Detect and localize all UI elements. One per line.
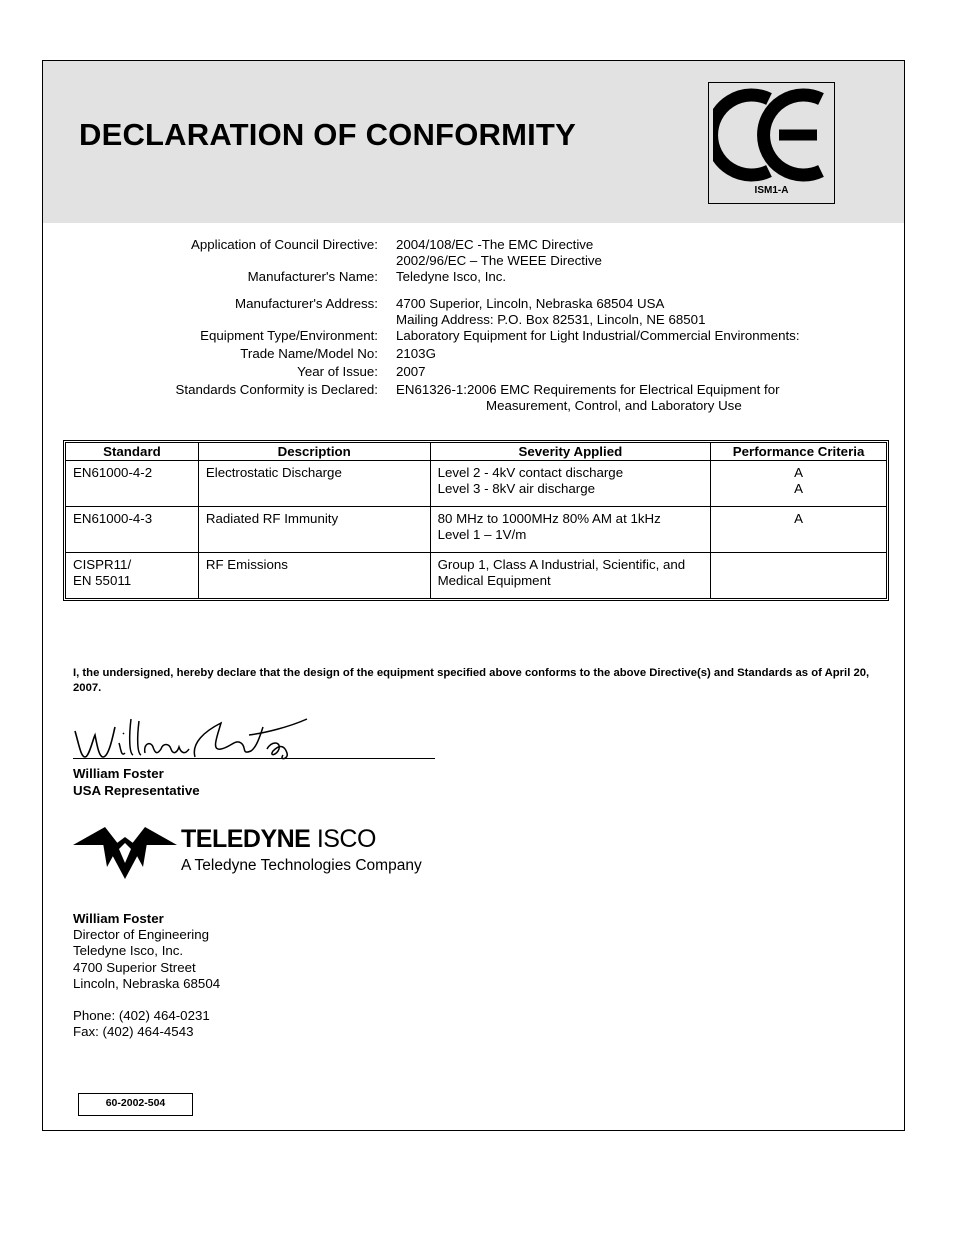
contact-block (73, 911, 220, 1040)
contact-line: Lincoln, Nebraska 68504 (73, 975, 221, 991)
info-value: 2103G (396, 346, 436, 361)
info-value: Measurement, Control, and Laboratory Use (486, 398, 742, 413)
column-header: Severity Applied (430, 443, 711, 461)
table-row (66, 507, 887, 553)
signer-name: William Foster (73, 766, 164, 781)
cell-line: EN61000-4-3 (73, 511, 153, 526)
contact-line: 4700 Superior Street (73, 959, 196, 975)
document-frame (42, 60, 905, 1131)
logo-name-light: ISCO (316, 825, 376, 853)
info-label: Manufacturer's Name: (247, 269, 378, 284)
info-value: Laboratory Equipment for Light Industrial/Commercial Environments: (396, 328, 800, 343)
cell-line: EN61000-4-2 (73, 465, 153, 480)
info-value: Teledyne Isco, Inc. (396, 269, 507, 284)
contact-phone: Phone: (402) 464-0231 (73, 1008, 210, 1024)
criteria-cell (711, 507, 887, 553)
severity-cell (430, 507, 711, 553)
cell-line: Medical Equipment (437, 573, 551, 588)
cell-line: Level 3 - 8kV air discharge (437, 481, 596, 496)
info-label: Equipment Type/Environment: (200, 328, 378, 343)
description-cell: RF Emissions (198, 553, 430, 599)
contact-line: Director of Engineering (73, 927, 209, 943)
handwritten-signature-icon (71, 713, 311, 763)
signature-line (73, 758, 435, 759)
contact-name: William Foster (73, 911, 164, 926)
cell-line: A (794, 481, 804, 496)
criteria-cell (711, 553, 887, 599)
info-label: Year of Issue: (297, 364, 378, 379)
ce-mark-box (708, 82, 835, 204)
severity-cell (430, 461, 711, 507)
cell-line: EN 55011 (73, 573, 132, 588)
column-header: Standard (66, 443, 199, 461)
info-value: 2004/108/EC -The EMC Directive (396, 237, 594, 252)
info-value: 2007 (396, 364, 426, 379)
logo-name-bold: TELEDYNE (181, 825, 311, 853)
signer-title: USA Representative (73, 783, 200, 798)
company-logo-text (181, 825, 376, 854)
standard-cell (66, 553, 199, 599)
cell-line: A (794, 511, 804, 526)
info-label: Trade Name/Model No: (240, 346, 378, 361)
table-header-row (66, 443, 887, 461)
cell-line: Group 1, Class A Industrial, Scientific, and (437, 557, 686, 572)
document-number: 60-2002-504 (78, 1093, 193, 1116)
column-header: Performance Criteria (711, 443, 887, 461)
teledyne-logo (73, 823, 422, 884)
info-value: Mailing Address: P.O. Box 82531, Lincoln, NE 68501 (396, 312, 706, 327)
contact-line: Teledyne Isco, Inc. (73, 943, 184, 959)
logo-tagline: A Teledyne Technologies Company (181, 857, 422, 874)
description-cell: Radiated RF Immunity (198, 507, 430, 553)
standard-cell (66, 461, 199, 507)
standard-cell (66, 507, 199, 553)
contact-fax: Fax: (402) 464-4543 (73, 1024, 194, 1040)
severity-cell (430, 553, 711, 599)
info-value: EN61326-1:2006 EMC Requirements for Electrical Equipment for (396, 382, 780, 397)
column-header: Description (198, 443, 430, 461)
cell-line: 80 MHz to 1000MHz 80% AM at 1kHz (437, 511, 661, 526)
cell-line: A (794, 465, 804, 480)
table-row (66, 553, 887, 599)
criteria-cell (711, 461, 887, 507)
description-cell: Electrostatic Discharge (198, 461, 430, 507)
document-title: DECLARATION OF CONFORMITY (79, 117, 576, 152)
info-label: Standards Conformity is Declared: (175, 382, 378, 397)
ce-mark-icon (713, 87, 829, 183)
standards-table (65, 442, 887, 599)
cell-line: Level 1 – 1V/m (437, 527, 527, 542)
info-value: 2002/96/EC – The WEEE Directive (396, 253, 602, 268)
table-row (66, 461, 887, 507)
cell-line: CISPR11/ (73, 557, 132, 572)
declaration-statement: I, the undersigned, hereby declare that the design of the equipment specified above conforms to the above Directive(s) and Standards as of April 20, 2007. (73, 667, 870, 694)
info-label: Manufacturer's Address: (235, 296, 378, 311)
signer-block (73, 765, 200, 799)
ce-mark-caption: ISM1-A (754, 185, 789, 196)
contact-spacer (73, 992, 220, 1008)
cell-line: Level 2 - 4kV contact discharge (437, 465, 624, 480)
header-band (43, 61, 904, 223)
info-value: 4700 Superior, Lincoln, Nebraska 68504 USA (396, 296, 665, 311)
info-label: Application of Council Directive: (191, 237, 378, 252)
teledyne-logo-icon (73, 823, 177, 879)
